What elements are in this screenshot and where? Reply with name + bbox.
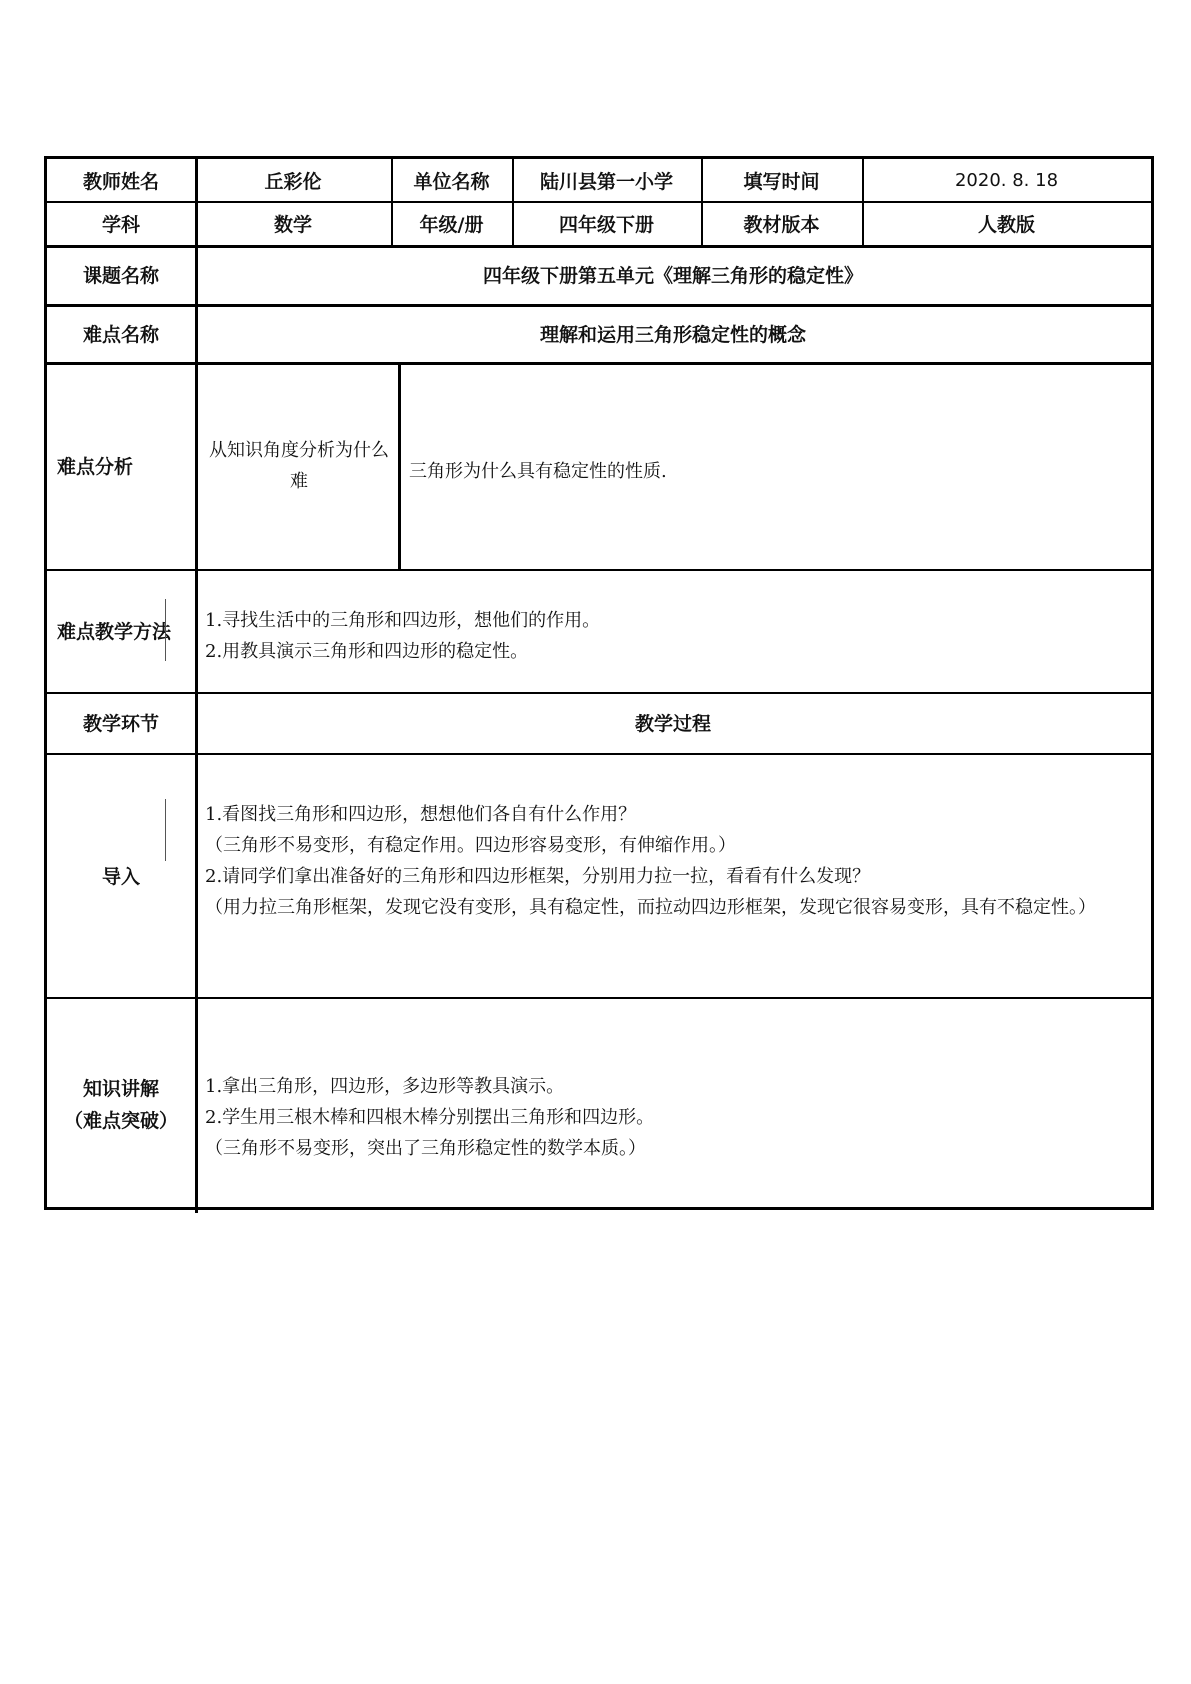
method-text xyxy=(205,605,1135,667)
explain-text xyxy=(205,1071,1135,1164)
teacher-name-value: 丘彩伦 xyxy=(264,170,322,193)
edition-value: 人教版 xyxy=(977,213,1035,236)
explain-line: 1.拿出三角形，四边形，多边形等教具演示。 xyxy=(205,1076,565,1097)
stage-header: 教学环节 xyxy=(82,713,159,735)
explain-label xyxy=(47,997,195,1213)
analysis-label: 难点分析 xyxy=(57,456,134,478)
topic-value: 四年级下册第五单元《理解三角形的稳定性》 xyxy=(482,265,863,287)
method-line: 2.用教具演示三角形和四边形的稳定性。 xyxy=(205,641,529,662)
margin-mark xyxy=(165,599,166,661)
intro-text xyxy=(205,799,1145,923)
column-divider xyxy=(398,362,401,569)
teacher-name-label: 教师姓名 xyxy=(82,170,159,193)
analysis-value: 三角形为什么具有稳定性的性质. xyxy=(409,461,667,482)
lesson-plan-table xyxy=(44,156,1154,1210)
analysis-sub-label: 从知识角度分析为什么难 xyxy=(209,439,389,492)
row-divider xyxy=(47,997,1151,999)
topic-label: 课题名称 xyxy=(82,265,159,287)
grade-value: 四年级下册 xyxy=(558,213,654,236)
process-header: 教学过程 xyxy=(634,713,711,735)
difficulty-label: 难点名称 xyxy=(82,323,159,346)
intro-line: 1.看图找三角形和四边形，想想他们各自有什么作用？ xyxy=(205,804,637,825)
subject-label: 学科 xyxy=(101,213,140,236)
intro-label: 导入 xyxy=(101,865,140,888)
unit-name-label: 单位名称 xyxy=(413,170,490,193)
method-label: 难点教学方法 xyxy=(57,621,172,643)
grade-label: 年级/册 xyxy=(419,213,484,236)
fill-date-value: 2020. 8. 18 xyxy=(954,169,1059,191)
method-line: 1.寻找生活中的三角形和四边形，想他们的作用。 xyxy=(205,610,601,631)
intro-line: （用力拉三角形框架，发现它没有变形，具有稳定性，而拉动四边形框架，发现它很容易变形，具有不稳定性。） xyxy=(205,897,1096,918)
explain-line: 2.学生用三根木棒和四根木棒分别摆出三角形和四边形。 xyxy=(205,1107,655,1128)
row-divider xyxy=(47,569,1151,571)
explain-label-line1: 知识讲解 xyxy=(82,1078,159,1100)
subject-value: 数学 xyxy=(273,213,312,236)
intro-line: 2.请同学们拿出准备好的三角形和四边形框架，分别用力拉一拉，看看有什么发现？ xyxy=(205,866,871,887)
unit-name-value: 陆川县第一小学 xyxy=(539,170,673,193)
row-divider xyxy=(47,753,1151,755)
explain-label-line2: （难点突破） xyxy=(63,1110,178,1132)
difficulty-value: 理解和运用三角形稳定性的概念 xyxy=(539,323,806,346)
explain-line: （三角形不易变形，突出了三角形稳定性的数学本质。） xyxy=(205,1138,646,1159)
fill-date-label: 填写时间 xyxy=(743,170,820,193)
edition-label: 教材版本 xyxy=(743,213,820,236)
intro-line: （三角形不易变形，有稳定作用。四边形容易变形，有伸缩作用。） xyxy=(205,835,736,856)
margin-mark xyxy=(165,799,166,861)
